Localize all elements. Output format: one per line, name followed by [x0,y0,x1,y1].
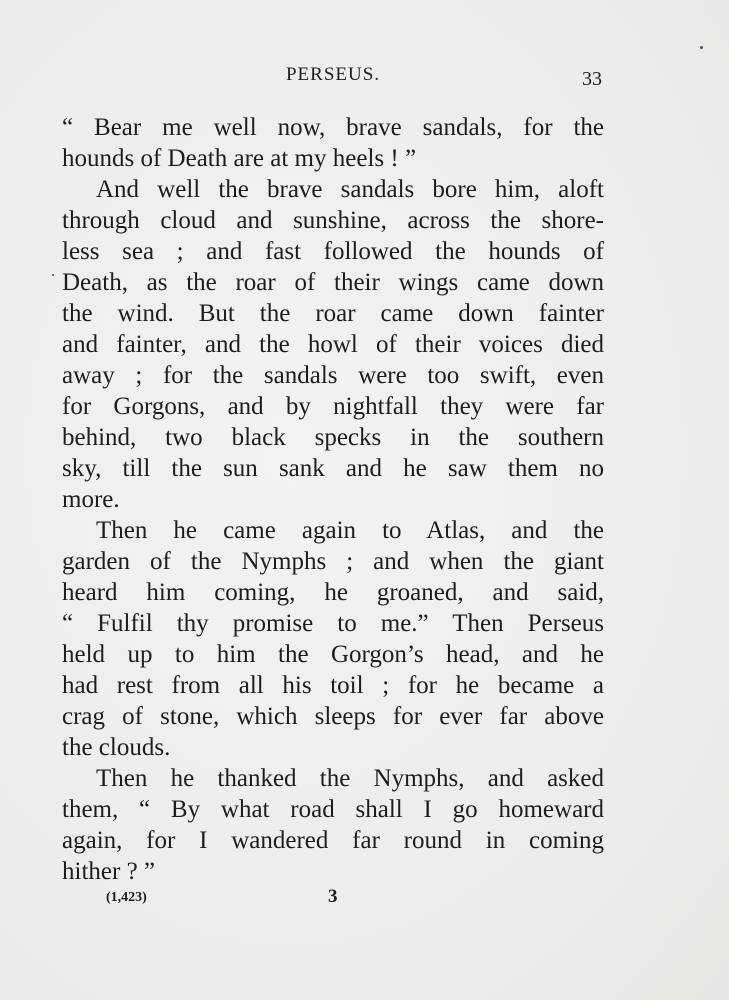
paper-speck [700,46,703,49]
text-line: heard him coming, he groaned, and said, [62,579,604,606]
text-line: hounds of Death are at my heels ! ” [62,145,417,172]
signature-mark: 3 [328,886,338,907]
text-line: hither ? ” [62,858,156,885]
text-line: more. [62,486,120,513]
text-line: Then he thanked the Nymphs, and asked [96,765,604,792]
text-line: had rest from all his toil ; for he became a [62,672,604,699]
text-line: “ Fulfil thy promise to me.” Then Perseus [62,610,604,637]
text-line: crag of stone, which sleeps for ever far above [62,703,604,730]
page-footer [0,884,729,914]
text-line: the clouds. [62,734,171,761]
text-line: Death, as the roar of their wings came down [62,269,604,296]
text-line: sky, till the sun sank and he saw them no [62,455,604,482]
paper-speck [52,274,54,276]
text-line: “ Bear me well now, brave sandals, for the [62,114,604,141]
running-title: PERSEUS. [285,64,381,85]
text-line: away ; for the sandals were too swift, even [62,362,604,389]
body-text [62,112,604,887]
page-number: 33 [582,68,602,90]
text-line: through cloud and sunshine, across the shore- [62,207,604,234]
text-line: again, for I wandered far round in coming [62,827,604,854]
text-line: Then he came again to Atlas, and the [96,517,604,544]
text-line: the wind. But the roar came down fainter [62,300,604,327]
page-header [62,60,604,100]
text-line: And well the brave sandals bore him, aloft [96,176,604,203]
text-line: held up to him the Gorgon’s head, and he [62,641,604,668]
text-line: less sea ; and fast followed the hounds of [62,238,604,265]
signature-code: (1,423) [106,890,147,905]
text-line: behind, two black specks in the southern [62,424,604,451]
text-line: them, “ By what road shall I go homeward [62,796,604,823]
text-line: garden of the Nymphs ; and when the giant [62,548,604,575]
text-line: and fainter, and the howl of their voices died [62,331,604,358]
text-line: for Gorgons, and by nightfall they were far [62,393,604,420]
